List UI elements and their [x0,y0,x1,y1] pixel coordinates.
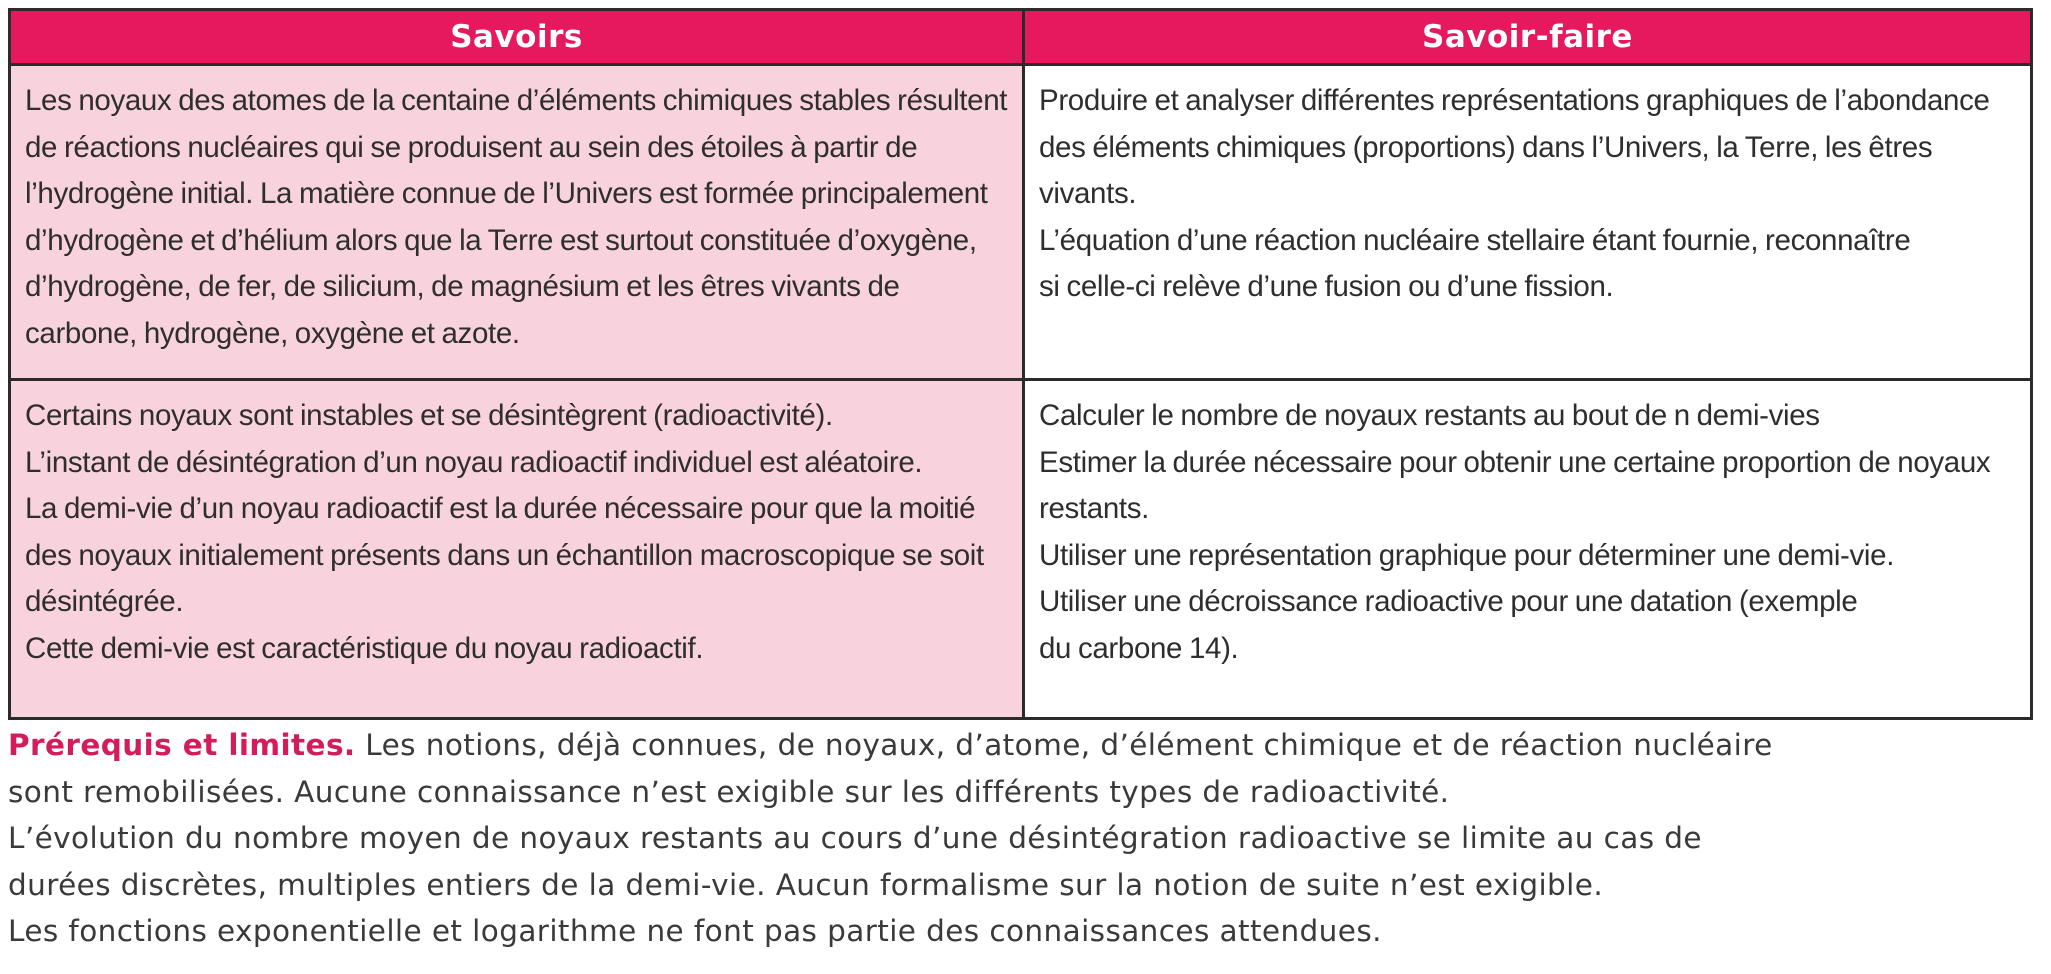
savoir-faire-text [1039,393,2020,672]
prereq-first-line [8,722,1773,769]
table-row [10,380,2032,719]
document-page [8,8,2030,720]
text-line: vivants. [1039,177,1137,210]
text-line: Produire et analyser différentes représentations graphiques de l’abondance [1039,84,1990,117]
prereq-line: Les fonctions exponentielle et logarithme ne font pas partie des connaissances attendues. [8,914,1382,948]
text-line: Les noyaux des atomes de la centaine d’éléments chimiques stables résultent [25,84,1008,117]
text-line: si celle-ci relève d’une fusion ou d’une fission. [1039,270,1614,303]
text-line: des éléments chimiques (proportions) dans l’Univers, la Terre, les êtres [1039,130,1933,164]
text-line: du carbone 14). [1039,631,1239,665]
prereq-heading: Prérequis et limites. [8,728,356,762]
text-line: des noyaux initialement présents dans un échantillon macroscopique se soit [25,538,984,572]
text-line: carbone, hydrogène, oxygène et azote. [25,316,520,350]
savoirs-text [25,78,1012,357]
text-line: La demi-vie d’un noyau radioactif est la durée nécessaire pour que la moitié [25,492,976,525]
text-line: restants. [1039,492,1149,525]
text-line: Certains noyaux sont instables et se désintègrent (radioactivité). [25,399,833,432]
curriculum-table [8,8,2033,720]
text-line: Estimer la durée nécessaire pour obtenir une certaine proportion de noyaux [1039,445,1991,479]
prereq-line: L’évolution du nombre moyen de noyaux restants au cours d’une désintégration radioactive se limite au cas de [8,821,1702,855]
savoirs-cell [10,380,1024,719]
prerequisites-paragraph [8,722,2038,955]
header-savoir-faire: Savoir-faire [1024,10,2032,65]
savoirs-cell [10,65,1024,380]
table-header-row [10,10,2032,65]
savoir-faire-text [1039,78,2020,311]
text-line: L’équation d’une réaction nucléaire stellaire étant fournie, reconnaître [1039,223,1911,257]
text-line: désintégrée. [25,585,184,618]
savoir-faire-cell [1024,65,2032,380]
text-line: Utiliser une décroissance radioactive pour une datation (exemple [1039,585,1858,618]
header-savoirs: Savoirs [10,10,1024,65]
table-row [10,65,2032,380]
prereq-line: sont remobilisées. Aucune connaissance n’est exigible sur les différents types de radioactivité. [8,774,1450,809]
prereq-line: durées discrètes, multiples entiers de la demi-vie. Aucun formalisme sur la notion de suite n’est exigible. [8,867,1604,902]
text-line: d’hydrogène et d’hélium alors que la Terre est surtout constituée d’oxygène, [25,223,977,257]
text-line: Cette demi-vie est caractéristique du noyau radioactif. [25,631,704,665]
text-line: l’hydrogène initial. La matière connue de l’Univers est formée principalement [25,177,988,210]
savoir-faire-cell [1024,380,2032,719]
text-line: de réactions nucléaires qui se produisent au sein des étoiles à partir de [25,130,918,164]
text-line: Utiliser une représentation graphique pour déterminer une demi-vie. [1039,538,1895,572]
text-line: L’instant de désintégration d’un noyau radioactif individuel est aléatoire. [25,445,923,479]
text-line: Calculer le nombre de noyaux restants au bout de n demi-vies [1039,399,1820,432]
text-line: d’hydrogène, de fer, de silicium, de magnésium et les êtres vivants de [25,270,900,303]
savoirs-text [25,393,1012,672]
prereq-text: Les notions, déjà connues, de noyaux, d’atome, d’élément chimique et de réaction nucléaire [355,728,1773,762]
